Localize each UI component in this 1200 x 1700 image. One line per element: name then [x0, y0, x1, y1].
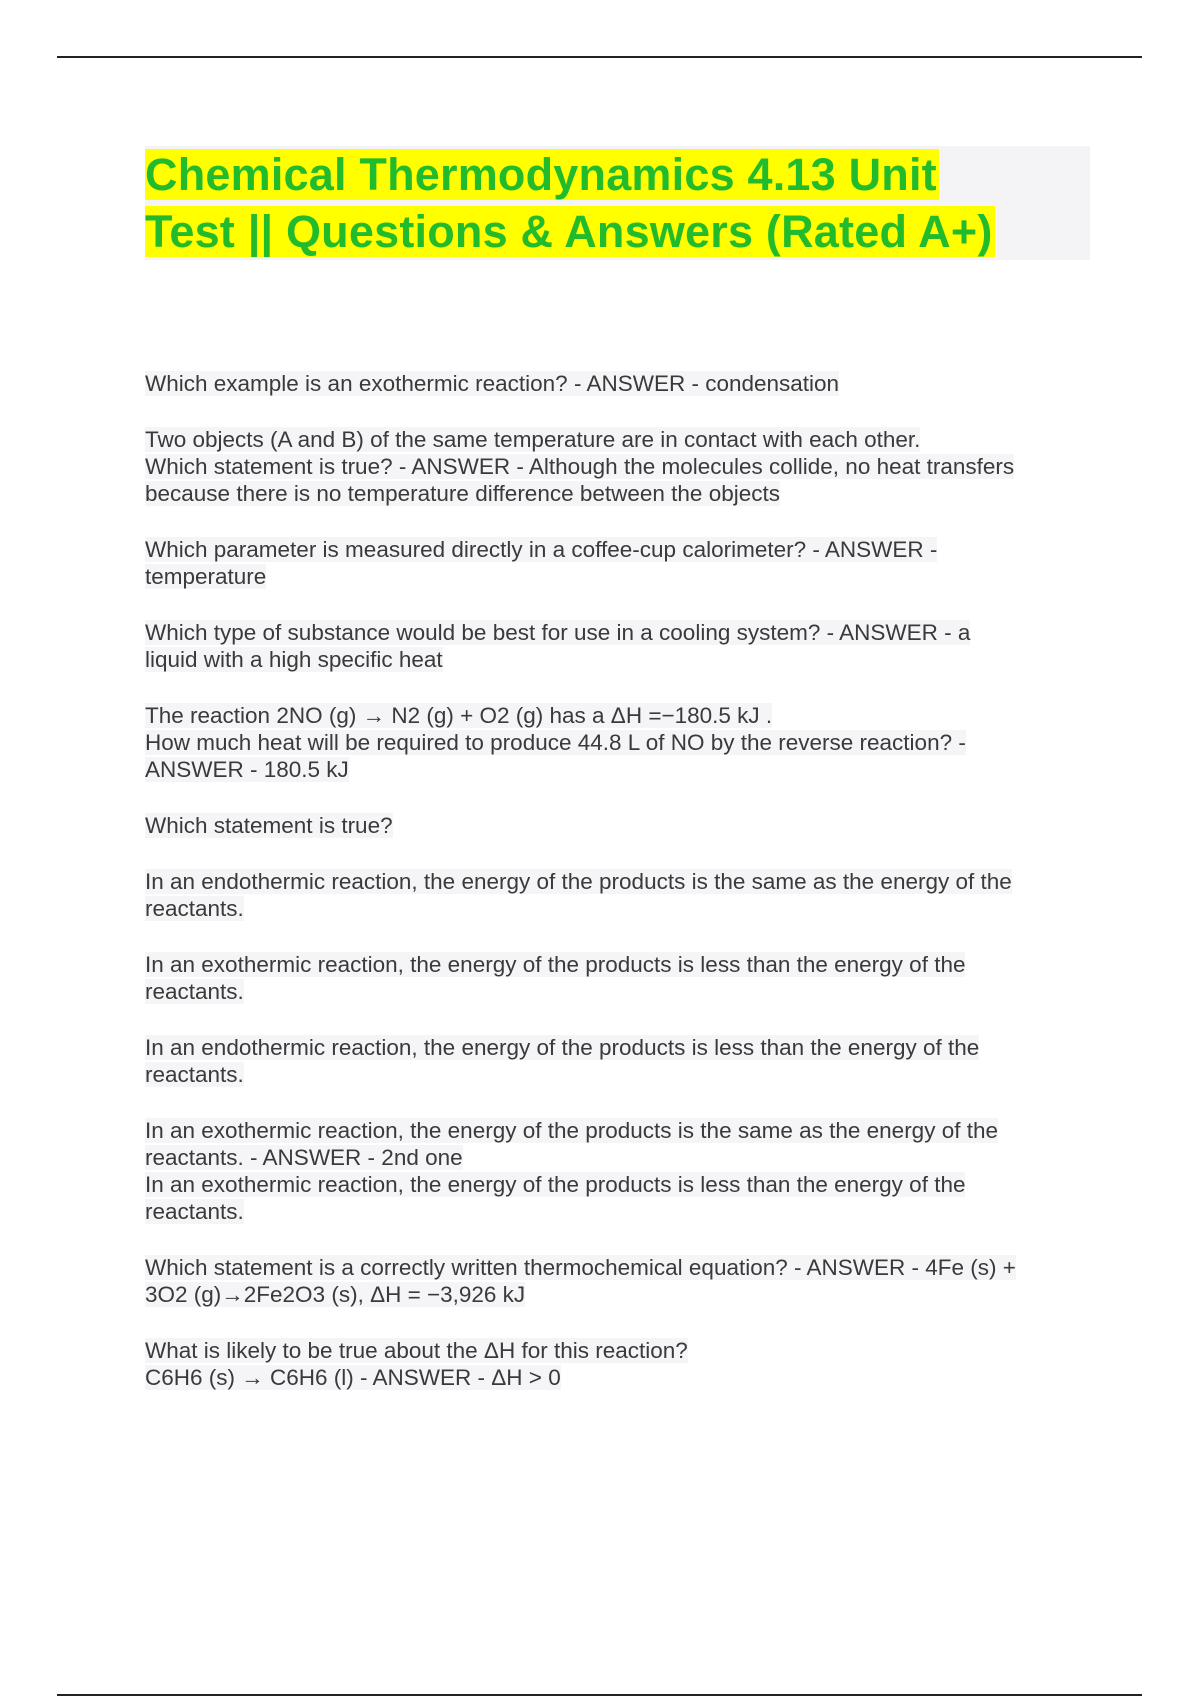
text-line-content: In an endothermic reaction, the energy of the products is less than the energy of the [145, 1035, 980, 1060]
text-line [145, 426, 1090, 453]
text-line-content: Which statement is true? - ANSWER - Although the molecules collide, no heat transfers [145, 454, 1015, 479]
qa-paragraph [145, 951, 1090, 1005]
text-line-content: reactants. [145, 979, 244, 1004]
text-line [145, 1337, 1090, 1364]
text-line [145, 702, 1090, 729]
qa-paragraph [145, 536, 1090, 590]
text-line-content: In an exothermic reaction, the energy of the products is less than the energy of the [145, 952, 966, 977]
title-block [145, 146, 1090, 260]
text-line [145, 370, 1090, 397]
text-line [145, 1198, 1090, 1225]
qa-paragraph [145, 1337, 1090, 1391]
text-line [145, 812, 1090, 839]
text-line-content: Which statement is a correctly written thermochemical equation? - ANSWER - 4Fe (s) + [145, 1255, 1016, 1280]
qa-paragraph [145, 370, 1090, 397]
qa-paragraph [145, 426, 1090, 507]
text-line-content: C6H6 (s) → C6H6 (l) - ANSWER - ΔH > 0 [145, 1365, 561, 1390]
text-line-content: reactants. [145, 1062, 244, 1087]
text-line [145, 1364, 1090, 1391]
text-line [145, 1144, 1090, 1171]
qa-paragraph [145, 702, 1090, 783]
text-line-content: liquid with a high specific heat [145, 647, 443, 672]
qa-paragraph [145, 1254, 1090, 1308]
text-line [145, 1117, 1090, 1144]
text-line-content: because there is no temperature difference between the objects [145, 481, 780, 506]
text-line-content: Which type of substance would be best for use in a cooling system? - ANSWER - a [145, 620, 971, 645]
text-line [145, 729, 1090, 756]
text-line [145, 619, 1090, 646]
text-line-content: Which example is an exothermic reaction? - ANSWER - condensation [145, 371, 840, 396]
text-line [145, 646, 1090, 673]
text-line-content: reactants. [145, 896, 244, 921]
qa-paragraph [145, 812, 1090, 839]
text-line-content: reactants. [145, 1199, 244, 1224]
title-line-1: Chemical Thermodynamics 4.13 Unit [145, 149, 937, 200]
text-line-content: Which parameter is measured directly in a coffee-cup calorimeter? - ANSWER - [145, 537, 938, 562]
title-line-2: Test || Questions & Answers (Rated A+) [145, 206, 993, 257]
text-line [145, 1171, 1090, 1198]
qa-paragraph [145, 1034, 1090, 1088]
text-line-content: In an exothermic reaction, the energy of the products is less than the energy of the [145, 1172, 966, 1197]
qa-paragraph [145, 1117, 1090, 1225]
text-line [145, 563, 1090, 590]
text-line [145, 453, 1090, 480]
text-line [145, 536, 1090, 563]
text-line-content: ANSWER - 180.5 kJ [145, 757, 349, 782]
top-rule [57, 56, 1142, 58]
text-line [145, 1281, 1090, 1308]
text-line [145, 756, 1090, 783]
text-line [145, 978, 1090, 1005]
text-line-content: In an endothermic reaction, the energy of the products is the same as the energy of the [145, 869, 1012, 894]
text-line-content: What is likely to be true about the ΔH for this reaction? [145, 1338, 688, 1363]
text-line-content: Two objects (A and B) of the same temperature are in contact with each other. [145, 427, 921, 452]
qa-paragraph [145, 619, 1090, 673]
text-line-content: Which statement is true? [145, 813, 393, 838]
document-title [145, 146, 1090, 260]
text-line [145, 1034, 1090, 1061]
text-line [145, 895, 1090, 922]
text-line-content: reactants. - ANSWER - 2nd one [145, 1145, 463, 1170]
text-line-content: temperature [145, 564, 267, 589]
text-line-content: How much heat will be required to produce 44.8 L of NO by the reverse reaction? - [145, 730, 966, 755]
text-line [145, 868, 1090, 895]
qa-paragraph [145, 868, 1090, 922]
qa-list [145, 370, 1090, 1391]
text-line [145, 1061, 1090, 1088]
bottom-rule [57, 1694, 1142, 1696]
text-line [145, 951, 1090, 978]
text-line-content: 3O2 (g)→2Fe2O3 (s), ΔH = −3,926 kJ [145, 1282, 526, 1307]
text-line [145, 480, 1090, 507]
document-body [145, 146, 1090, 1420]
text-line [145, 1254, 1090, 1281]
text-line-content: In an exothermic reaction, the energy of the products is the same as the energy of the [145, 1118, 998, 1143]
text-line-content: The reaction 2NO (g) → N2 (g) + O2 (g) has a ΔH =−180.5 kJ . [145, 703, 773, 728]
